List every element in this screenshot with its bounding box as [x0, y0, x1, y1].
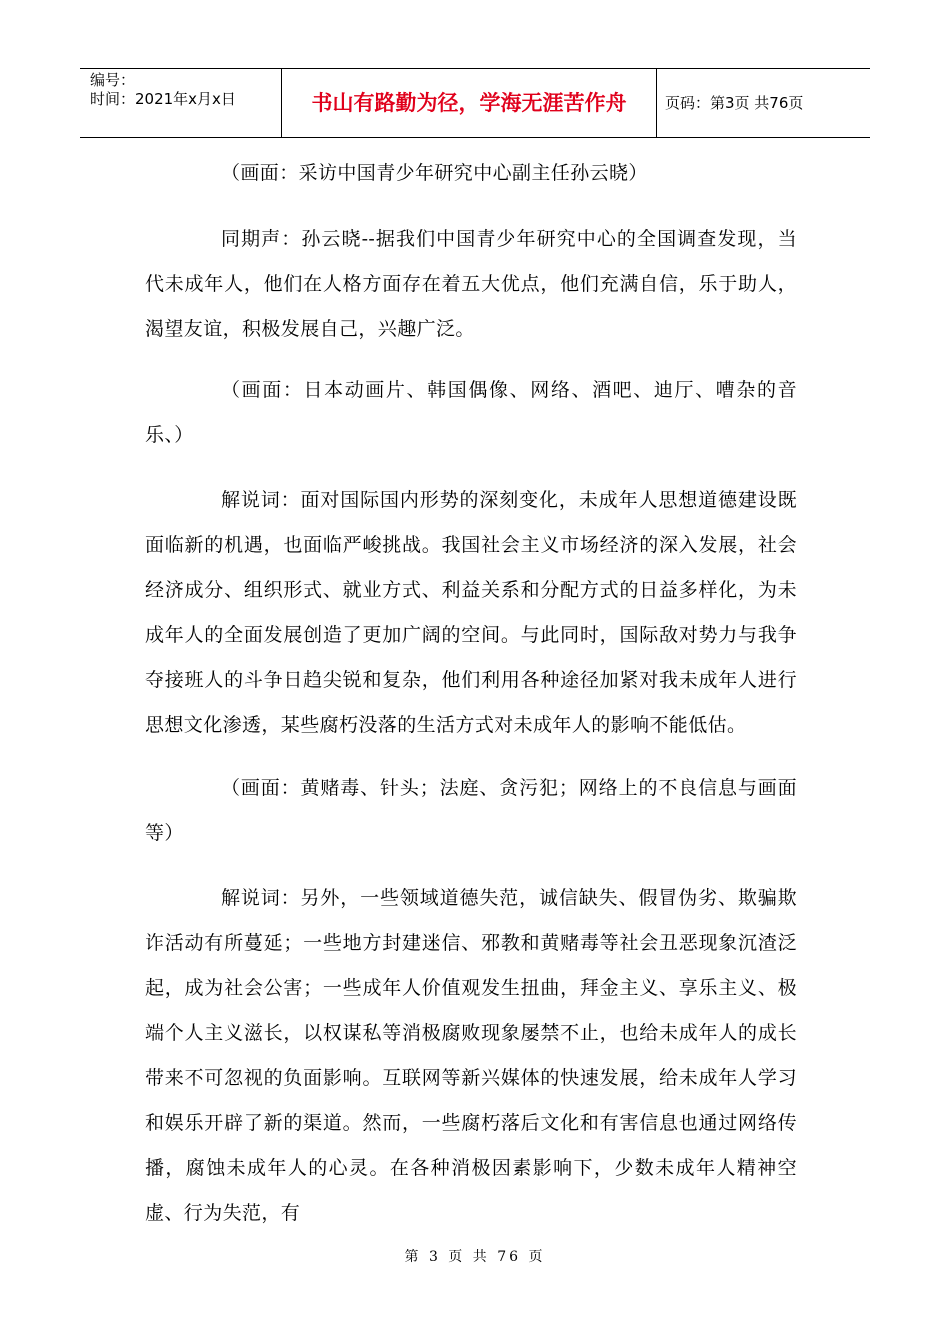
motto: 书山有路勤为径，学海无涯苦作舟	[311, 91, 627, 115]
paragraph-scene-interview: （画面：采访中国青少年研究中心副主任孙云晓）	[221, 162, 648, 184]
paragraph-narration-1: 解说词：面对国际国内形势的深刻变化，未成年人思想道德建设既面临新的机遇，也面临严峻挑战。我国社会主义市场经济的深入发展，社会经济成分、组织形式、就业方式、利益关系和分配方式的日益多样化，为未成年人的全面发展创造了更加广阔的空间。与此同时，国际敌对势力与我争夺接班人的斗争日趋尖锐和复杂，他们利用各种途径加紧对我未成年人进行思想文化渗透，某些腐朽没落的生活方式对未成年人的影响不能低估。	[145, 489, 797, 736]
paragraph-scene-vice: （画面：黄赌毒、针头；法庭、贪污犯；网络上的不良信息与画面等）	[145, 777, 797, 844]
header-motto-cell	[282, 69, 657, 137]
number-label: 编号：	[90, 71, 136, 89]
header-meta	[80, 69, 282, 137]
paragraph-scene-media: （画面：日本动画片、韩国偶像、网络、酒吧、迪厅、嘈杂的音乐、）	[145, 379, 797, 446]
paragraph-sync-sound: 同期声：孙云晓--据我们中国青少年研究中心的全国调查发现，当代未成年人，他们在人格方面存在着五大优点，他们充满自信，乐于助人，渴望友谊，积极发展自己，兴趣广泛。	[145, 228, 797, 340]
page-info: 页码：第3页 共76页	[665, 94, 804, 112]
page-header	[80, 68, 870, 138]
time-label: 时间：2021年x月x日	[90, 90, 236, 108]
paragraph-narration-2: 解说词：另外，一些领域道德失范，诚信缺失、假冒伪劣、欺骗欺诈活动有所蔓延；一些地方封建迷信、邪教和黄赌毒等社会丑恶现象沉渣泛起，成为社会公害；一些成年人价值观发生扭曲，拜金主义、享乐主义、极端个人主义滋长，以权谋私等消极腐败现象屡禁不止，也给未成年人的成长带来不可忽视的负面影响。互联网等新兴媒体的快速发展，给未成年人学习和娱乐开辟了新的渠道。然而，一些腐朽落后文化和有害信息也通过网络传播，腐蚀未成年人的心灵。在各种消极因素影响下，少数未成年人精神空虚、行为失范，有	[145, 887, 797, 1224]
page-footer: 第 3 页 共 76 页	[404, 1249, 546, 1265]
